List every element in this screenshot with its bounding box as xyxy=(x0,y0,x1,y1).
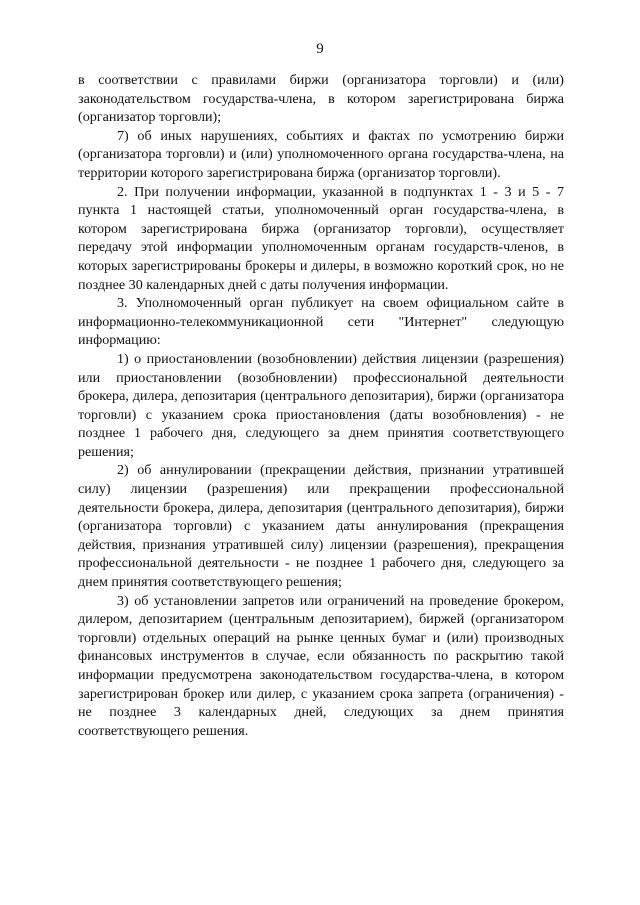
paragraph-item-7: 7) об иных нарушениях, событиях и фактах по усмотрению биржи (организатора торговли) и (или) уполномоченного органа государства-члена, на территории которого зарегистрирована биржа (организатор торговли). xyxy=(78,127,564,181)
paragraph-point-3: 3. Уполномоченный орган публикует на своем официальном сайте в информационно-телекоммуникационной сети "Интернет" следующую информацию: xyxy=(78,295,564,349)
paragraph-subitem-2: 2) об аннулировании (прекращении действия, признании утратившей силу) лицензии (разрешения) или прекращении профессиональной деятельности брокера, дилера, депозитария (центрального депозитария), биржи (организатора торговли) с указанием даты аннулирования (прекращения действия, признания утратившей силу) лицензии (разрешения), прекращения профессиональной деятельности - не позднее 1 рабочего дня, следующего за днем принятия соответствующего решения; xyxy=(78,462,564,591)
paragraph-subitem-3: 3) об установлении запретов или ограничений на проведение брокером, дилером, депозитарием (центральным депозитарием), биржей (организатором торговли) отдельных операций на рынке ценных бумаг и (или) производных финансовых инструментов в случае, если обязанность по раскрытию такой информации предусмотрена законодательством государства-члена, в котором зарегистрирован брокер или дилер, с указанием срока запрета (ограничения) - не позднее 3 календарных дней, следующих за днем принятия соответствующего решения. xyxy=(78,592,564,739)
paragraph-subitem-1: 1) о приостановлении (возобновлении) действия лицензии (разрешения) или приостановлении (возобновлении) профессиональной деятельности брокера, дилера, депозитария (центрального депозитария), биржи (организатора торговли) с указанием срока приостановления (даты возобновления) - не позднее 1 рабочего дня, следующего за днем принятия соответствующего решения; xyxy=(78,350,564,460)
paragraph-continuation: в соответствии с правилами биржи (организатора торговли) и (или) законодательством государства-члена, в котором зарегистрирована биржа (организатор торговли); xyxy=(78,72,564,126)
paragraph-point-2: 2. При получении информации, указанной в подпунктах 1 - 3 и 5 - 7 пункта 1 настоящей статьи, уполномоченный орган государства-члена, в котором зарегистрирована биржа (организатор торговли), осуществляет передачу этой информации уполномоченным органам государств-членов, в которых зарегистрированы брокеры и дилеры, в возможно короткий срок, но не позднее 30 календарных дней с даты получения информации. xyxy=(78,183,564,293)
document-body xyxy=(78,71,564,740)
page-number: 9 xyxy=(316,41,324,57)
